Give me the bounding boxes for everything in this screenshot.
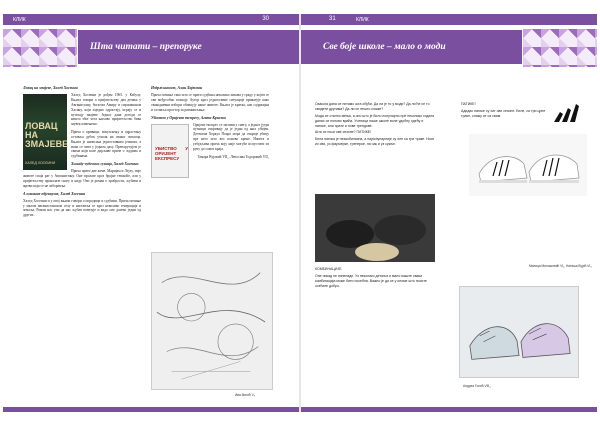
section-banner (301, 30, 522, 64)
book-cover-title: УБИСТВО У ОРИЈЕНТ ЕКСПРЕСУ (155, 145, 188, 161)
photo-caption-2: Андреа Голић VIII₄ (463, 384, 491, 388)
review-paragraph: Халед Хосеини је рођен 1965. у Кабулу. Књига говори о пријатељству два дечака у Авганистану, богатом Амиру и сиромашном Хасану, који заједно одрастају, играју се и пуштају змајеве. Једног дана догоди се нешто због чега њихово пријатељство бива заувек измењено. (71, 93, 141, 127)
sneakers-photo (469, 134, 587, 196)
fashion-paragraph: Мода се стално мења, а оно што је било популарно пре неколико година данас се поново враћа. Ученици наше школе воле удобну одећу и патике, али прате и нове трендове. (315, 113, 435, 128)
book-cover-author: ХАЛЕД ХОСЕИНИ (25, 161, 56, 166)
section-banner (78, 30, 299, 64)
review-heading: Убиство у Оријент експресу, Агата Кристи (151, 115, 226, 120)
right-bottom-bar (301, 407, 597, 412)
right-column (151, 86, 269, 180)
book-cover-title: ЛОВАЦ НА ЗМАЈЕВЕ (25, 121, 69, 150)
magazine-name: КЛИК (356, 17, 369, 23)
review-paragraph: Прича прати две жене, Маријам и Лејлу, чије животе спаја рат у Авганистану. Оне пролазе кроз бројне тешкоће, али у пријатељству проналазе снагу и наду. Ово је роман о храбрости, љубави и жртви који се не заборавља. (23, 169, 141, 188)
right-top-bar (301, 14, 597, 25)
book-cover-image (151, 124, 189, 178)
left-column (23, 86, 141, 221)
book-cover-image (23, 94, 67, 170)
page-number: 30 (262, 16, 269, 22)
review-heading: Ловац на змајеве, Халед Хосеини (23, 86, 78, 90)
fashion-text-column (315, 102, 435, 149)
section-title: Шта читати – препоруке (90, 42, 202, 52)
fashion-paragraph: Шта се носи ове сезоне? ПАТИКЕ! (315, 130, 372, 135)
sneakers-text-column (461, 102, 551, 121)
photo-caption-1: Милица Милошевић VI₁, Наташа Вујић VI₄ (529, 264, 592, 268)
shoes-drawing (459, 286, 579, 378)
page-number: 31 (329, 16, 336, 22)
review-paragraph: Прича о кривици, искупљењу и одрастању оставља дубок утисак на сваког читаоца. Књига је написана једноставним језиком, а ипак се чита у једном даху. Препоручујем је свима који воле дирљиве приче о људима и судбинама. (71, 130, 141, 159)
left-top-bar (3, 14, 299, 25)
review-heading: Издржљивост, Алан Лајтман (151, 86, 203, 90)
triangle-pattern (3, 29, 77, 67)
pencil-sketch-image (151, 252, 273, 390)
left-page (3, 14, 299, 412)
shoes-photo (315, 194, 435, 262)
section-title: Све боје школе – мало о моди (323, 42, 446, 52)
sketch-caption: Ива Мигић V₃ (235, 393, 256, 397)
fashion-paragraph: Бела патика је незаобилазна, а најпопуларније су оне са три траке. Носе их сви, уз фармерке, тренерке, па чак и уз сукње. (315, 137, 435, 147)
magazine-name: КЛИК (13, 17, 26, 23)
review-paragraph: Оријент експрес се заглави у снегу, а једног јутра путници откривају да је један од њих убијен. Детектив Херкул Поаро мора да открије убицу пре него што воз поново крене. Напета и узбудљива прича коју није могуће испустити из руку до самог краја. (193, 122, 269, 151)
fashion-paragraph: ПАТИКЕ! (461, 102, 476, 106)
fashion-paragraph: КОМБИНАЦИЈЕ. (315, 267, 343, 271)
fashion-paragraph: Свакога дана се питамо шта обући. Да ли је то у моди? Да ли ће се то свидети другима? Да ли се нешто слаже? (315, 102, 430, 111)
review-heading: А планине одјекнуше, Халед Хосеини (23, 191, 86, 196)
right-page (301, 14, 597, 412)
combinations-text (315, 267, 435, 291)
review-paragraph: Прича почиње тако што се прати судбина неколико ликова у граду у којем се сви међусобно познају. Аутор кроз једноставне ситуације приказује како свакодневни избори обликују наше животе. Књига је кратка, али садржајна и оставља простор за размишљање. (151, 93, 269, 112)
adidas-logo (549, 100, 589, 126)
review-signature: Тамара Вујовић VII₂, Лепосава Тодоровић VII₄ (197, 154, 269, 159)
left-bottom-bar (3, 407, 299, 412)
review-paragraph: Халед Хосеини и у овој књизи говори о породици и судбини. Прича почиње у малом авганистанском селу и наставља се кроз неколико генерација и земаља. Роман нас учи да нас љубав повезује и када смо далеко једни од других. (23, 198, 141, 218)
fashion-paragraph: Оне никад не изненаде. Уз неколико детаља и мало маште свака комбинација може бити посебна. Важно је да се у ономе што носите осећате добро. (315, 273, 427, 288)
review-heading: Хиљаду чудесних сунаца, Халед Хосеини (71, 162, 139, 167)
triangle-pattern (523, 29, 597, 67)
fashion-paragraph: Адидас патике су хит ове сезоне. Беле, са три црне траке, слажу се са свим. (461, 108, 546, 118)
